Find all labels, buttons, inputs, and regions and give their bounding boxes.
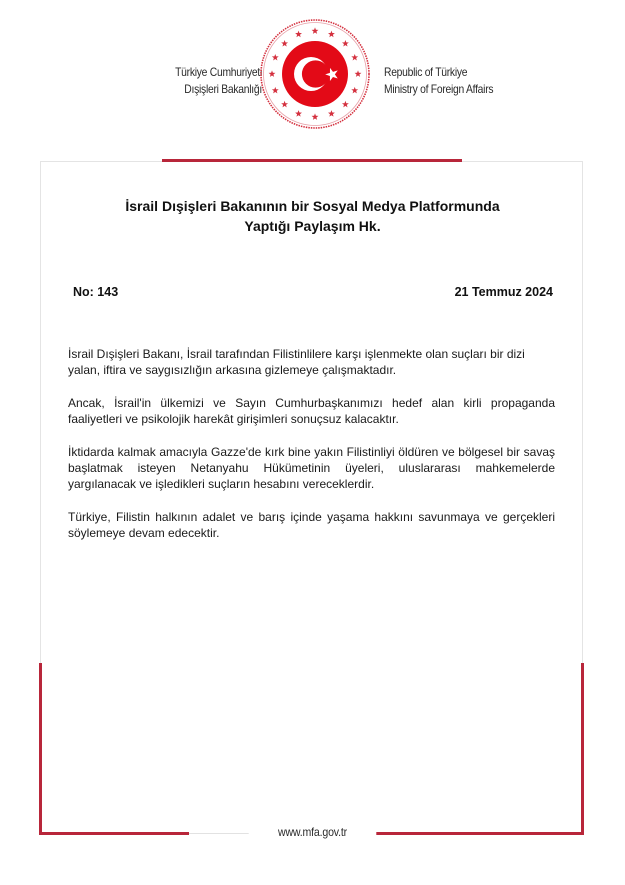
paragraph-3: İktidarda kalmak amacıyla Gazze'de kırk bine yakın Filistinliyi öldüren ve bölgesel bir savaş başlatmak isteyen Netanyahu Hükümetinin üyeleri, uluslararası mahkemelerde yargılanacak ve işledikleri suçların hesabını vereceklerdir.	[68, 445, 555, 491]
header-left-line2: Dışişleri Bakanlığı	[184, 82, 262, 96]
header-right-line2: Ministry of Foreign Affairs	[384, 82, 494, 96]
frame-bottom-left-accent	[39, 832, 189, 835]
header-left-text	[157, 64, 262, 98]
frame-right-accent	[581, 663, 584, 835]
frame-left-accent	[39, 663, 42, 835]
header-right-line1: Republic of Türkiye	[384, 65, 468, 79]
paragraph-4: Türkiye, Filistin halkının adalet ve barış içinde yaşama hakkını savunmaya ve gerçekleri söylemeye devam edecektir.	[68, 510, 555, 540]
frame-top-accent	[162, 159, 462, 162]
document-title	[60, 196, 565, 236]
title-line-1: İsrail Dışişleri Bakanının bir Sosyal Medya Platformunda	[125, 198, 500, 214]
document-date: 21 Temmuz 2024	[454, 285, 553, 299]
header-left-line1: Türkiye Cumhuriyeti	[175, 65, 262, 79]
frame-bottom-right-accent	[366, 832, 584, 835]
paragraph-1: İsrail Dışişleri Bakanı, İsrail tarafından Filistinlilere karşı işlenmekte olan suçları bir dizi yalan, iftira ve saygısızlığın arkasına gizlemeye çalışmaktadır.	[68, 347, 525, 377]
document-number: No: 143	[73, 285, 119, 299]
crescent-star-emblem-icon	[259, 18, 371, 130]
header-right-text	[384, 64, 539, 98]
footer-url[interactable]: www.mfa.gov.tr	[249, 825, 377, 839]
title-line-2: Yaptığı Paylaşım Hk.	[244, 218, 381, 234]
document-body	[68, 346, 555, 558]
paragraph-2: Ancak, İsrail'in ülkemizi ve Sayın Cumhurbaşkanımızı hedef alan kirli propaganda faaliyetleri ve psikolojik harekât girişimleri sonuçsuz kalacaktır.	[68, 396, 555, 426]
